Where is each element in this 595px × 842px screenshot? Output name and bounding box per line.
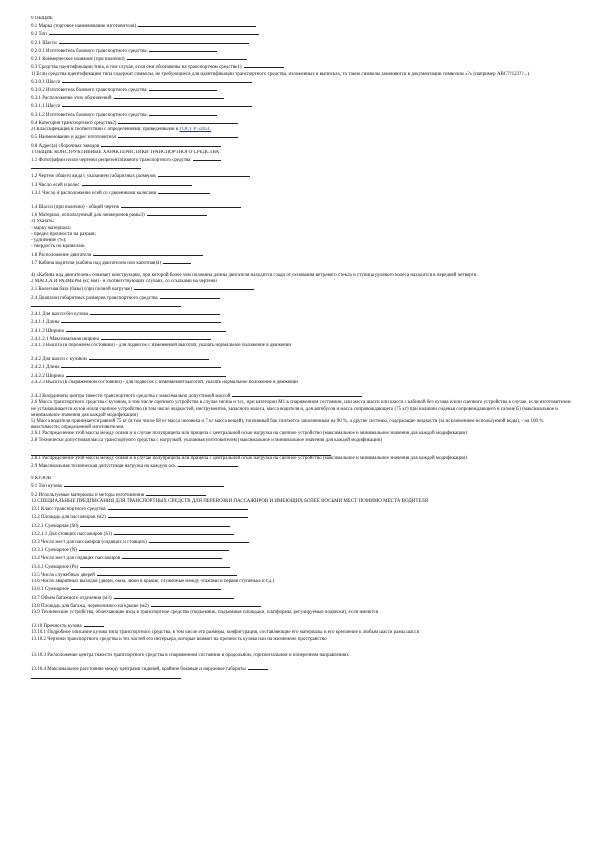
field-line: 0.3.0.2 Изготовитель базового транспортного средства: [31, 86, 571, 94]
field-line: 0.3 Средства идентификации типа, в том случае, если они обозначены на транспортном средстве1): [31, 63, 571, 71]
blank-line: [31, 673, 181, 679]
field-line: 1.4 Шасси (при наличии) - общий чертеж: [31, 203, 571, 211]
field-line: 9.1 Тип кузова: [31, 482, 571, 490]
field-line: 1.6 Материал, используемый для лонжеронов рамы3): [31, 211, 571, 219]
field-paragraph: 2.6 Масса транспортного средства с кузовом, в том числе сцепного устройства в случае тягача и т.п., при категории M1 в снаряженном состоянии, или масса шасси или шасси с кабиной без кузова и/или сцепного устройства в случае, если изготовителем не устанавливается кузов и/или сцепное устройство (в том числе жидкостей, инструментов, запасного колеса, масса водителя и, для автобусов и масса сопровождающего (75 кг) при наличии сиденья сопровождающего в салоне)5) (максимальное и минимальное значения для каждой модификации): [31, 400, 571, 418]
footnote: 2) Классификация в соответствии с определениями, приведенными в ГОСТ Р 52051.: [31, 127, 212, 133]
field-line: 0.2.1 Шасси: [31, 39, 571, 47]
field-line: 1.3.1 Число и расположение осей со сдвоенными колесами: [31, 189, 571, 197]
field-line: 2.4.1.2.1 Максимальная ширина: [31, 335, 571, 343]
note-line: - твердость по Бринеллю.: [31, 244, 86, 250]
field-line: 9.2 Используемые материалы и методы изготовления: [31, 491, 571, 499]
field-paragraph: 2.8 Технически допустимая масса транспортного средства с нагрузкой, указанная изготовителем (максимальное и минимальное значения для каждой модификации): [31, 437, 383, 443]
field-line: 0.4 Категория транспортного средства2): [31, 119, 571, 127]
field-line: 0.5 Наименование и адрес изготовителя: [31, 133, 571, 141]
field-line: 13.5 Число служебных дверей: [31, 571, 571, 579]
blank-line: [31, 302, 571, 310]
field-line: 2.4.2 Для шасси с кузовом: [31, 355, 571, 363]
field-line: 1.7 Кабина водителя (кабина над двигателем или капотная)4): [31, 259, 571, 267]
field-line: 13.2.1 Суммарная (S0): [31, 522, 571, 530]
field-line: 0.3.0.1 Шасси: [31, 78, 571, 86]
note-line: 3) Указать:: [31, 219, 55, 225]
section-heading: 0 ОБЩИЕ: [31, 16, 53, 21]
field-line: 1.8 Расположение двигателя: [31, 251, 571, 259]
field-line: 13.3 Число мест для пассажиров (сидящих и стоящих): [31, 538, 571, 546]
note-line: - удлинение (%);: [31, 238, 67, 244]
field-line: 2.4 Диапазон габаритных размеров транспортного средства: [31, 294, 571, 302]
section-heading: 1 ОБЩИЕ КОНСТРУКТИВНЫЕ ХАРАКТЕРИСТИКИ ТРАНСПОРТНОГО СРЕДСТВА: [31, 149, 220, 155]
field-line: 13.4 Число мест для сидящих пассажиров: [31, 554, 571, 562]
field-line: 13.7 Объем багажного отделения (м3): [31, 594, 571, 602]
field-line: 1.2 Чертеж общего вида с указанием габаритных размеров: [31, 172, 571, 180]
field-line: 13.1 Класс транспортного средства: [31, 505, 571, 513]
field-paragraph: 13.10.3 Расположение центра тяжести транспортного средства в снаряженном состоянии в продольном, горизонтальном и поперечном направлениях: [31, 652, 349, 658]
field-line: 2.4.3 Координаты центра тяжести транспортного средства с максимально допустимой массой: [31, 392, 571, 400]
document-body: [31, 16, 571, 679]
field-line: 13.10 Прочность кузова: [31, 622, 571, 630]
field-line: 0.1 Марка (торговое наименование изготовителя): [31, 22, 571, 30]
field-line: 2.4.1.2 Ширина: [31, 327, 571, 335]
footnote: 4) «Кабина над двигателем» означает конструкцию, при которой более чем половина длины двигателя находится сзади от основания ветрового стекла и ступица рулевого колеса находится в передней четверти.: [31, 273, 478, 278]
note-line: - предел прочности на разрыв;: [31, 231, 96, 237]
note-line: - марку материала;: [31, 225, 72, 231]
field-line: 0.8 Адрес(а) сборочных заводов: [31, 142, 571, 150]
section-heading: 2 МАССА И РАЗМЕРЫ (кг, мм) - в соответствующих случаях, со ссылками на чертежи: [31, 279, 217, 285]
field-paragraph: 13.9 Технические устройства, облегчающие вход в транспортное средство (подъемник, подъемные площадки, платформы, регулируемые подвески), если имеются: [31, 609, 378, 615]
field-line: 2.1 Колесная база (базы) (при полной нагрузке): [31, 285, 571, 293]
field-line: 13.6.1 Суммарное: [31, 585, 571, 593]
field-line: 0.3.1.1 Шасси: [31, 102, 571, 110]
field-paragraph: 2.8.1 Распределение этой массы между осями и в случае полуприцепа или прицепа с центральной осью нагрузка на сцепное устройство (максимальное и минимальное значения для каждой модификации): [31, 455, 467, 461]
field-paragraph: 2.6.1 Распределение этой массы между осями и в случае полуприцепа или прицепа с центральной осью нагрузка на сцепное устройство (максимальное и минимальное значения для каждой модификации): [31, 431, 467, 437]
field-line: 13.2.1.1 Для стоящих пассажиров (S1): [31, 530, 571, 538]
section-heading: 13 СПЕЦИАЛЬНЫЕ ПРЕДПИСАНИЯ ДЛЯ ТРАНСПОРТНЫХ СРЕДСТВ ДЛЯ ПЕРЕВОЗКИ ПАССАЖИРОВ И ИМЕЮЩИХ БОЛЕЕ ВОСЬМИ МЕСТ ПОМИМО МЕСТА ВОДИТЕЛЯ: [31, 498, 429, 504]
field-line: 1.3 Число осей и колес: [31, 181, 571, 189]
field-line: 2.9 Максимальная техническая допустимая нагрузка на каждую ось: [31, 462, 571, 470]
field-line: 2.4.2.1 Длина: [31, 363, 571, 371]
field-paragraph: 13.10.2 Чертежи транспортного средства и тех частей его интерьера, которые влияют на прочность кузова или на жизненное пространство: [31, 636, 327, 642]
field-line: 13.8 Площадь для багажа, перевозимого на крыше (м2): [31, 602, 571, 610]
spacer: [31, 643, 571, 653]
field-line: 2.4.2.2 Ширина: [31, 372, 571, 380]
field-line: 0.2 Тип: [31, 30, 571, 38]
footnote: 1) Если средства идентификации типа содержат символы, не требующиеся для идентификации транспортного средства, изложенных в выписках, то такие символы заменяются в документации символом «?» (например ABC??123??...).: [31, 71, 531, 77]
section-heading: 9 КУЗОВ: [31, 476, 51, 482]
field-line: 0.3.1 Расположение этих обозначений: [31, 94, 571, 102]
field-line: 2.4.1.1 Длина: [31, 318, 571, 326]
field-line: 0.2.0.1 Изготовитель базового транспортного средства: [31, 47, 571, 55]
field-line: 13.2 Площадь для пассажиров (м2): [31, 513, 571, 521]
field-line: 13.10.4 Максимальное расстояние между центрами сидений, крайние боковые и наружные габариты: [31, 665, 571, 673]
field-line: 2.4.2.3 Высота (в снаряженном состоянии) - для подвесок с изменяемой высотой, указать нормальное положение в движении: [31, 379, 298, 385]
field-line: 2.4.1.3 Высота (в порожнем состоянии) - для подвесок с изменяемой высотой, указать нормальное положение в движении: [31, 342, 292, 348]
field-line: 1.1 Фотографии и/или чертежи репрезентативного транспортного средства: [31, 156, 571, 164]
field-line: 13.6 Число аварийных выходов (двери, окна, люки в крыше, служебные между этажами и первая ступенька и т.д.): [31, 579, 275, 585]
standard-link[interactable]: ГОСТ Р 52051.: [179, 127, 212, 133]
field-line: 2.4.1 Для шасси без кузова: [31, 310, 571, 318]
blank-line: [31, 164, 571, 172]
field-line: 13.3.1 Суммарное (N): [31, 546, 571, 554]
field-paragraph: 13.10.1 Подробное описание кузова типа транспортного средства, в том числе его размеры, конфигурация, составляющие его материалы и его крепление к любым шасси рамы шасси: [31, 630, 420, 636]
field-line: 13.4.1 Суммарное (Ps): [31, 563, 571, 571]
field-line: 0.3.1.2 Изготовитель базового транспортного средства: [31, 111, 571, 119]
footnote: 5) Масса водителя принимается равной 75 кг (в том числе 68 кг масса человека и 7 кг масса вещей), топливный бак считается заполненным на 90 %, а другие системы, содержащие жидкости (за исключением используемой воды), - на 100 % вместимости, определенной изготовителем.: [31, 418, 544, 431]
field-line: 0.2.1 Коммерческое название (при наличии): [31, 55, 571, 63]
